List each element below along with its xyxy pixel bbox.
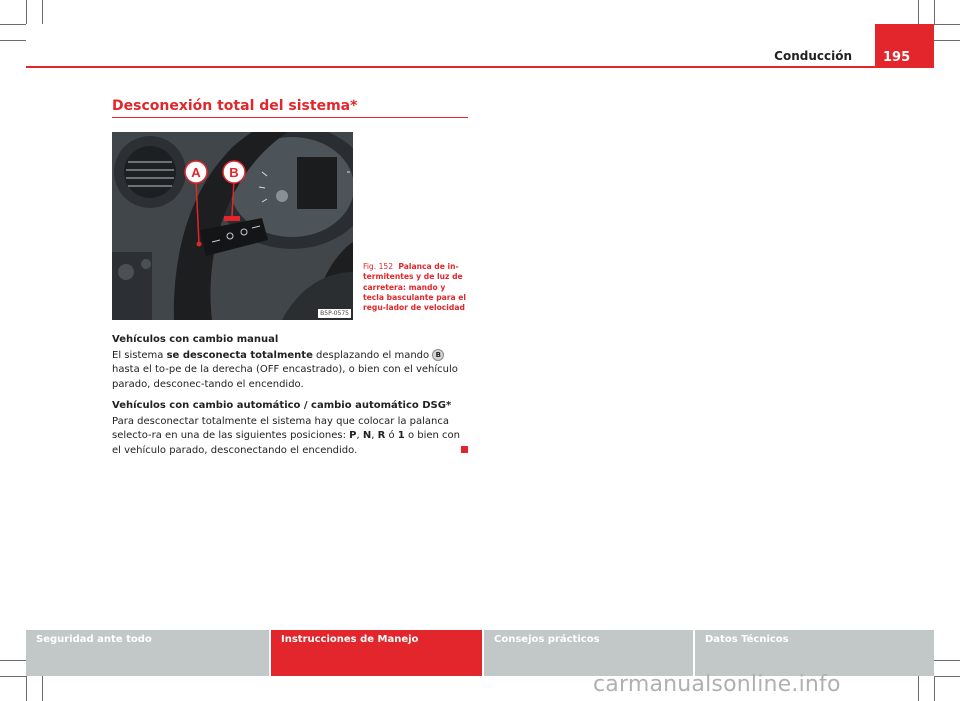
automatic-section — [112, 399, 468, 458]
crop-mark — [0, 40, 26, 41]
automatic-text-2: o bien con el vehículo parado, desconectando el encendido. — [112, 430, 460, 456]
tab-consejos[interactable]: Consejos prácticos — [494, 634, 600, 645]
manual-text-bold: se desconecta totalmente — [166, 350, 313, 362]
callout-a-label: A — [191, 165, 201, 180]
separator: , — [356, 430, 363, 442]
crop-mark — [42, 0, 43, 24]
section-end-marker — [461, 446, 468, 453]
figure-image — [112, 132, 353, 320]
callout-b-inline: B — [432, 349, 444, 361]
tab-divider — [269, 630, 271, 676]
callout-b-label: B — [229, 165, 239, 180]
manual-text-3: hasta el to-pe de la derecha (OFF encastrado), o bien con el vehículo parado, desconec-tando el encendido. — [112, 364, 458, 390]
section-title: Desconexión total del sistema* — [112, 98, 358, 114]
crop-mark — [934, 676, 960, 677]
position-p: P — [349, 430, 357, 442]
tab-divider — [482, 630, 484, 676]
figure-code: B5P-0575 — [320, 310, 349, 317]
position-1: 1 — [397, 430, 405, 442]
crop-mark — [42, 676, 43, 701]
header-rule — [26, 66, 934, 68]
separator: ó — [385, 430, 398, 442]
crop-mark — [934, 660, 960, 661]
tab-divider — [693, 630, 695, 676]
crop-mark — [934, 40, 960, 41]
crop-mark — [918, 676, 919, 701]
tab-instrucciones[interactable]: Instrucciones de Manejo — [271, 630, 482, 676]
page-number: 195 — [875, 24, 934, 68]
tab-seguridad[interactable]: Seguridad ante todo — [36, 634, 152, 645]
manual-subtitle: Vehículos con cambio manual — [112, 334, 279, 345]
automatic-text-1: Para desconectar totalmente el sistema hay que colocar la palanca selecto-ra en una de las siguientes posiciones: — [112, 416, 449, 442]
crop-mark — [934, 0, 935, 24]
caption-text: Palanca de in-termitentes y de luz de carretera: mando y tecla basculante para el regu-lador de velocidad — [363, 262, 467, 313]
manual-text-1: El sistema — [112, 350, 167, 362]
crop-mark — [934, 676, 935, 701]
position-n: N — [362, 430, 372, 442]
manual-text-2: desplazando el mando — [312, 350, 433, 362]
chapter-title: Conducción — [774, 49, 852, 63]
dashboard-illustration — [112, 132, 353, 320]
manual-paragraph — [112, 349, 468, 392]
automatic-paragraph — [112, 415, 468, 458]
crop-mark — [26, 0, 27, 24]
crop-mark — [0, 660, 26, 661]
caption-label: Fig. 152 — [363, 262, 394, 271]
watermark: carmanualsonline.info — [593, 672, 841, 697]
separator: , — [371, 430, 378, 442]
figure-caption — [363, 262, 468, 313]
automatic-subtitle: Vehículos con cambio automático / cambio automático DSG* — [112, 400, 452, 411]
crop-mark — [0, 676, 26, 677]
section-rule — [112, 117, 468, 118]
position-r: R — [377, 430, 386, 442]
crop-mark — [0, 24, 26, 25]
crop-mark — [918, 0, 919, 24]
crop-mark — [26, 676, 27, 701]
crop-mark — [934, 24, 960, 25]
tab-datos[interactable]: Datos Técnicos — [705, 634, 789, 645]
manual-section — [112, 333, 468, 392]
